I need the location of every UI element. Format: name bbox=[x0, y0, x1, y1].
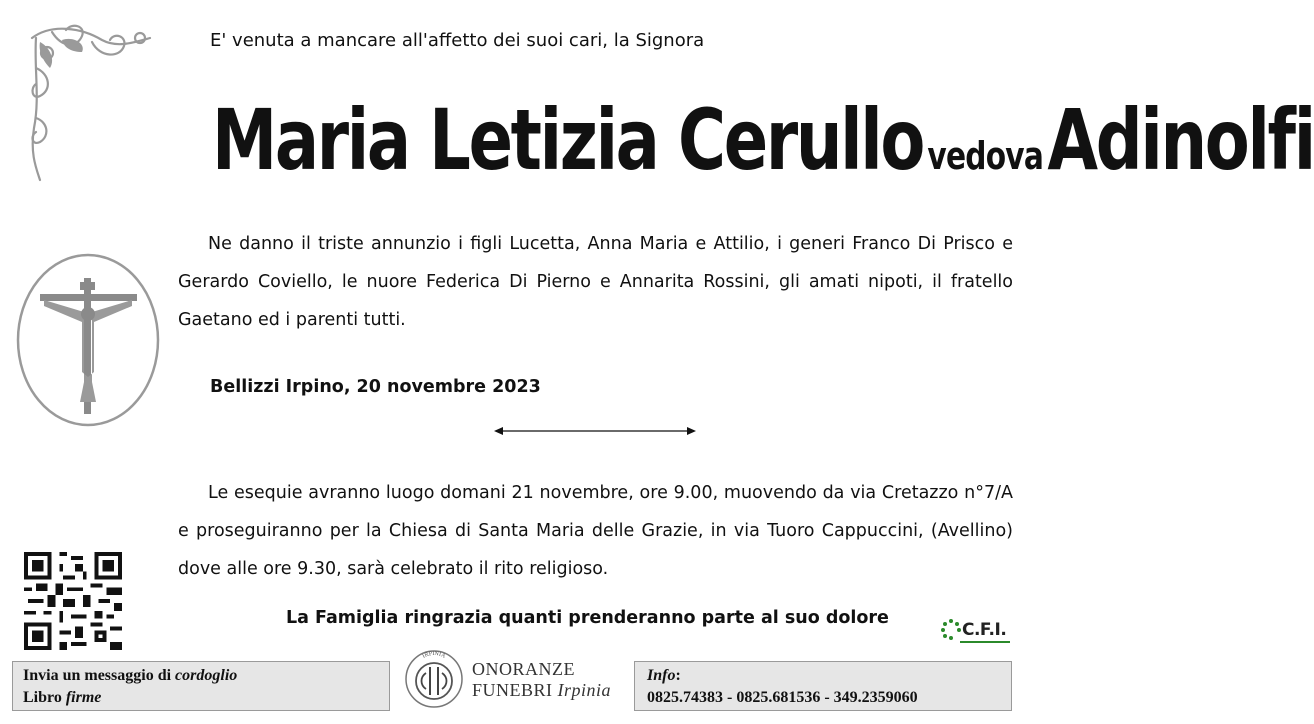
logo-arc-text: IRPINIA bbox=[421, 650, 447, 660]
company-name-line1: ONORANZE bbox=[472, 659, 575, 679]
announcement-text: Ne danno il triste annunzio i figli Lucetta, Anna Maria e Attilio, i generi Franco Di Prisco e Gerardo Coviello, le nuore Federica Di Pierno e Annarita Rossini, gli amati nipoti, il fratello Gaetano ed i parenti tutti. bbox=[178, 234, 1013, 330]
condolence-box[interactable] bbox=[12, 661, 390, 711]
company-name bbox=[472, 659, 611, 701]
info-box bbox=[634, 661, 1012, 711]
family-thanks: La Famiglia ringrazia quanti prenderanno parte al suo dolore bbox=[286, 608, 889, 628]
funeral-home-logo-icon bbox=[404, 649, 464, 709]
condolence-link[interactable] bbox=[23, 665, 379, 687]
cfi-dots-icon bbox=[940, 618, 962, 640]
crucifix-icon bbox=[14, 252, 162, 428]
intro-text: E' venuta a mancare all'affetto dei suoi cari, la Signora bbox=[210, 30, 705, 51]
info-label-row bbox=[647, 665, 999, 687]
deceased-name-connector: vedova bbox=[927, 134, 1044, 178]
deceased-name-first: Maria Letizia Cerullo bbox=[212, 91, 924, 189]
place-date: Bellizzi Irpino, 20 novembre 2023 bbox=[210, 377, 541, 397]
cfi-mark: C.F.I. bbox=[962, 620, 1007, 640]
deceased-name-married: Adinolfi bbox=[1047, 91, 1314, 189]
double-arrow-divider-icon bbox=[494, 424, 696, 438]
funeral-paragraph bbox=[178, 474, 1013, 588]
guestbook-link[interactable] bbox=[23, 687, 379, 709]
company-name-irpinia: Irpinia bbox=[557, 680, 612, 700]
info-label: Info bbox=[647, 667, 676, 684]
deceased-name bbox=[212, 91, 1314, 189]
cfi-logo bbox=[940, 614, 1012, 648]
phone-numbers-text: 0825.74383 - 0825.681536 - 349.2359060 bbox=[647, 689, 918, 706]
announcement-paragraph bbox=[178, 225, 1013, 339]
floral-corner-ornament-icon bbox=[22, 18, 157, 186]
qr-code-icon[interactable] bbox=[24, 552, 122, 650]
info-colon: : bbox=[675, 667, 681, 684]
funeral-text: Le esequie avranno luogo domani 21 novembre, ore 9.00, muovendo da via Cretazzo n°7/A e proseguiranno per la Chiesa di Santa Maria delle Grazie, in via Tuoro Cappuccini, (Avellino) dove alle ore 9.30, sarà celebrato il rito religioso. bbox=[178, 483, 1013, 579]
company-name-line2 bbox=[472, 680, 611, 701]
guestbook-label: Libro bbox=[23, 689, 66, 706]
condolence-label: Invia un messaggio di bbox=[23, 667, 176, 684]
phone-numbers[interactable] bbox=[647, 687, 999, 709]
company-name-funebri: FUNEBRI bbox=[472, 680, 558, 700]
cfi-underline bbox=[960, 641, 1010, 643]
condolence-label-italic: cordoglio bbox=[175, 667, 238, 684]
guestbook-label-italic: firme bbox=[65, 689, 102, 706]
